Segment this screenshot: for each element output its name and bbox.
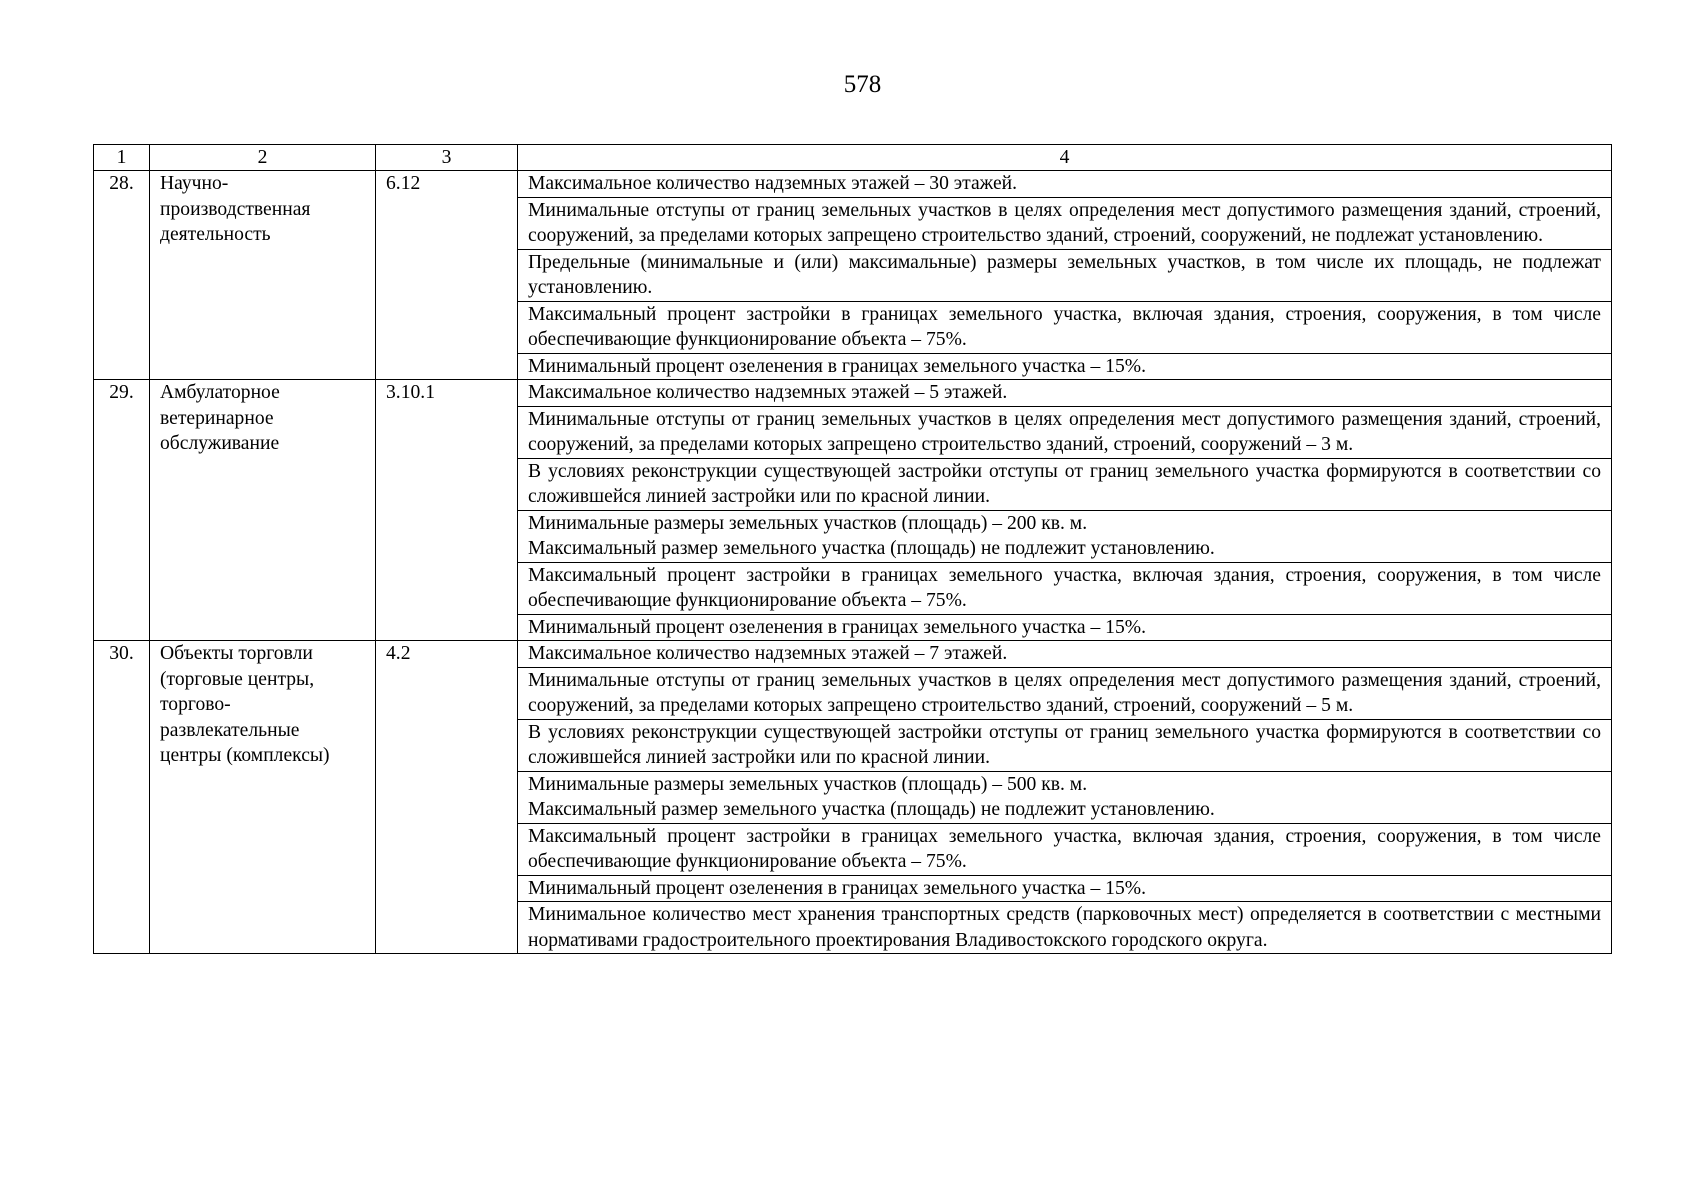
parameter-cell: [518, 614, 1612, 641]
column-header: 1: [94, 145, 150, 171]
parameter-text: Минимальные отступы от границ земельных участков в целях определения мест допустимого размещения зданий, строений, сооружений, за пределами которых запрещено строительство зданий, строений, сооружений, не подлежат установлению.: [528, 199, 1601, 246]
parameter-cell: [518, 771, 1612, 823]
parameter-text: Предельные (минимальные и (или) максимальные) размеры земельных участков, в том числе их площадь, не подлежат установлению.: [528, 251, 1601, 298]
parameter-cell: [518, 902, 1612, 954]
parameter-text: Минимальный процент озеленения в границах земельного участка – 15%.: [528, 616, 1146, 638]
parameter-cell: [518, 197, 1612, 249]
land-use-code: 3.10.1: [376, 380, 518, 641]
parameter-cell: [518, 510, 1612, 562]
parameter-text: Максимальный размер земельного участка (площадь) не подлежит установлению.: [528, 799, 1215, 820]
table-row: [94, 641, 1612, 668]
parameter-cell: [518, 171, 1612, 198]
table-row: [94, 380, 1612, 407]
parameter-cell: [518, 301, 1612, 353]
parameter-cell: [518, 641, 1612, 668]
parameter-cell: [518, 353, 1612, 380]
parameter-cell: [518, 249, 1612, 301]
parameter-text: Максимальный процент застройки в границах земельного участка, включая здания, строения, сооружения, в том числе обеспечивающие функционирование объекта – 75%.: [528, 303, 1601, 350]
parameter-text: Минимальные размеры земельных участков (площадь) – 200 кв. м.: [528, 512, 1088, 534]
parameter-text: Максимальное количество надземных этажей – 30 этажей.: [528, 173, 1018, 194]
parameter-text: Максимальный размер земельного участка (площадь) не подлежит установлению.: [528, 538, 1215, 559]
parameter-cell: [518, 458, 1612, 510]
parameter-cell: [518, 719, 1612, 771]
parameter-text: Минимальные отступы от границ земельных участков в целях определения мест допустимого размещения зданий, строений, сооружений, за пределами которых запрещено строительство зданий, строений, сооружений – 3 м.: [528, 408, 1601, 455]
regulations-table: [93, 144, 1612, 954]
row-number: 30.: [94, 641, 150, 954]
land-use-code: 6.12: [376, 171, 518, 380]
column-header: 4: [518, 145, 1612, 171]
parameter-text: Минимальное количество мест хранения транспортных средств (парковочных мест) определяется в соответствии с местными нормативами градостроительного проектирования Владивостокского городского округа.: [528, 904, 1601, 951]
land-use-code: 4.2: [376, 641, 518, 954]
page-number: 578: [843, 71, 882, 98]
parameter-text: Максимальное количество надземных этажей – 7 этажей.: [528, 643, 1008, 664]
parameter-text: Минимальный процент озеленения в границах земельного участка – 15%.: [528, 355, 1146, 377]
parameter-text: Максимальный процент застройки в границах земельного участка, включая здания, строения, сооружения, в том числе обеспечивающие функционирование объекта – 75%.: [528, 825, 1601, 872]
parameter-text: Максимальное количество надземных этажей – 5 этажей.: [528, 382, 1008, 403]
parameter-text: Максимальный процент застройки в границах земельного участка, включая здания, строения, сооружения, в том числе обеспечивающие функционирование объекта – 75%.: [528, 564, 1601, 611]
parameter-text: В условиях реконструкции существующей застройки отступы от границ земельного участка формируются в соответствии со сложившейся линией застройки или по красной линии.: [528, 460, 1601, 507]
parameter-cell: [518, 875, 1612, 902]
row-number: 29.: [94, 380, 150, 641]
table-row: [94, 171, 1612, 198]
parameter-cell: [518, 667, 1612, 719]
table-header-row: [94, 145, 1612, 171]
column-header: 2: [150, 145, 376, 171]
parameter-cell: [518, 406, 1612, 458]
row-number: 28.: [94, 171, 150, 380]
parameter-text: Минимальные размеры земельных участков (площадь) – 500 кв. м.: [528, 773, 1088, 795]
parameter-cell: [518, 562, 1612, 614]
land-use-type: Объекты торговли (торговые центры, торгово-развлекательные центры (комплексы): [150, 641, 376, 954]
parameter-text: Минимальные отступы от границ земельных участков в целях определения мест допустимого размещения зданий, строений, сооружений, за пределами которых запрещено строительство зданий, строений, сооружений – 5 м.: [528, 669, 1601, 716]
land-use-type: Амбулаторное ветеринарное обслуживание: [150, 380, 376, 641]
parameter-text: Минимальный процент озеленения в границах земельного участка – 15%.: [528, 877, 1146, 899]
parameter-text: В условиях реконструкции существующей застройки отступы от границ земельного участка формируются в соответствии со сложившейся линией застройки или по красной линии.: [528, 721, 1601, 768]
parameter-cell: [518, 823, 1612, 875]
parameter-cell: [518, 380, 1612, 407]
column-header: 3: [376, 145, 518, 171]
land-use-type: Научно-производственная деятельность: [150, 171, 376, 380]
